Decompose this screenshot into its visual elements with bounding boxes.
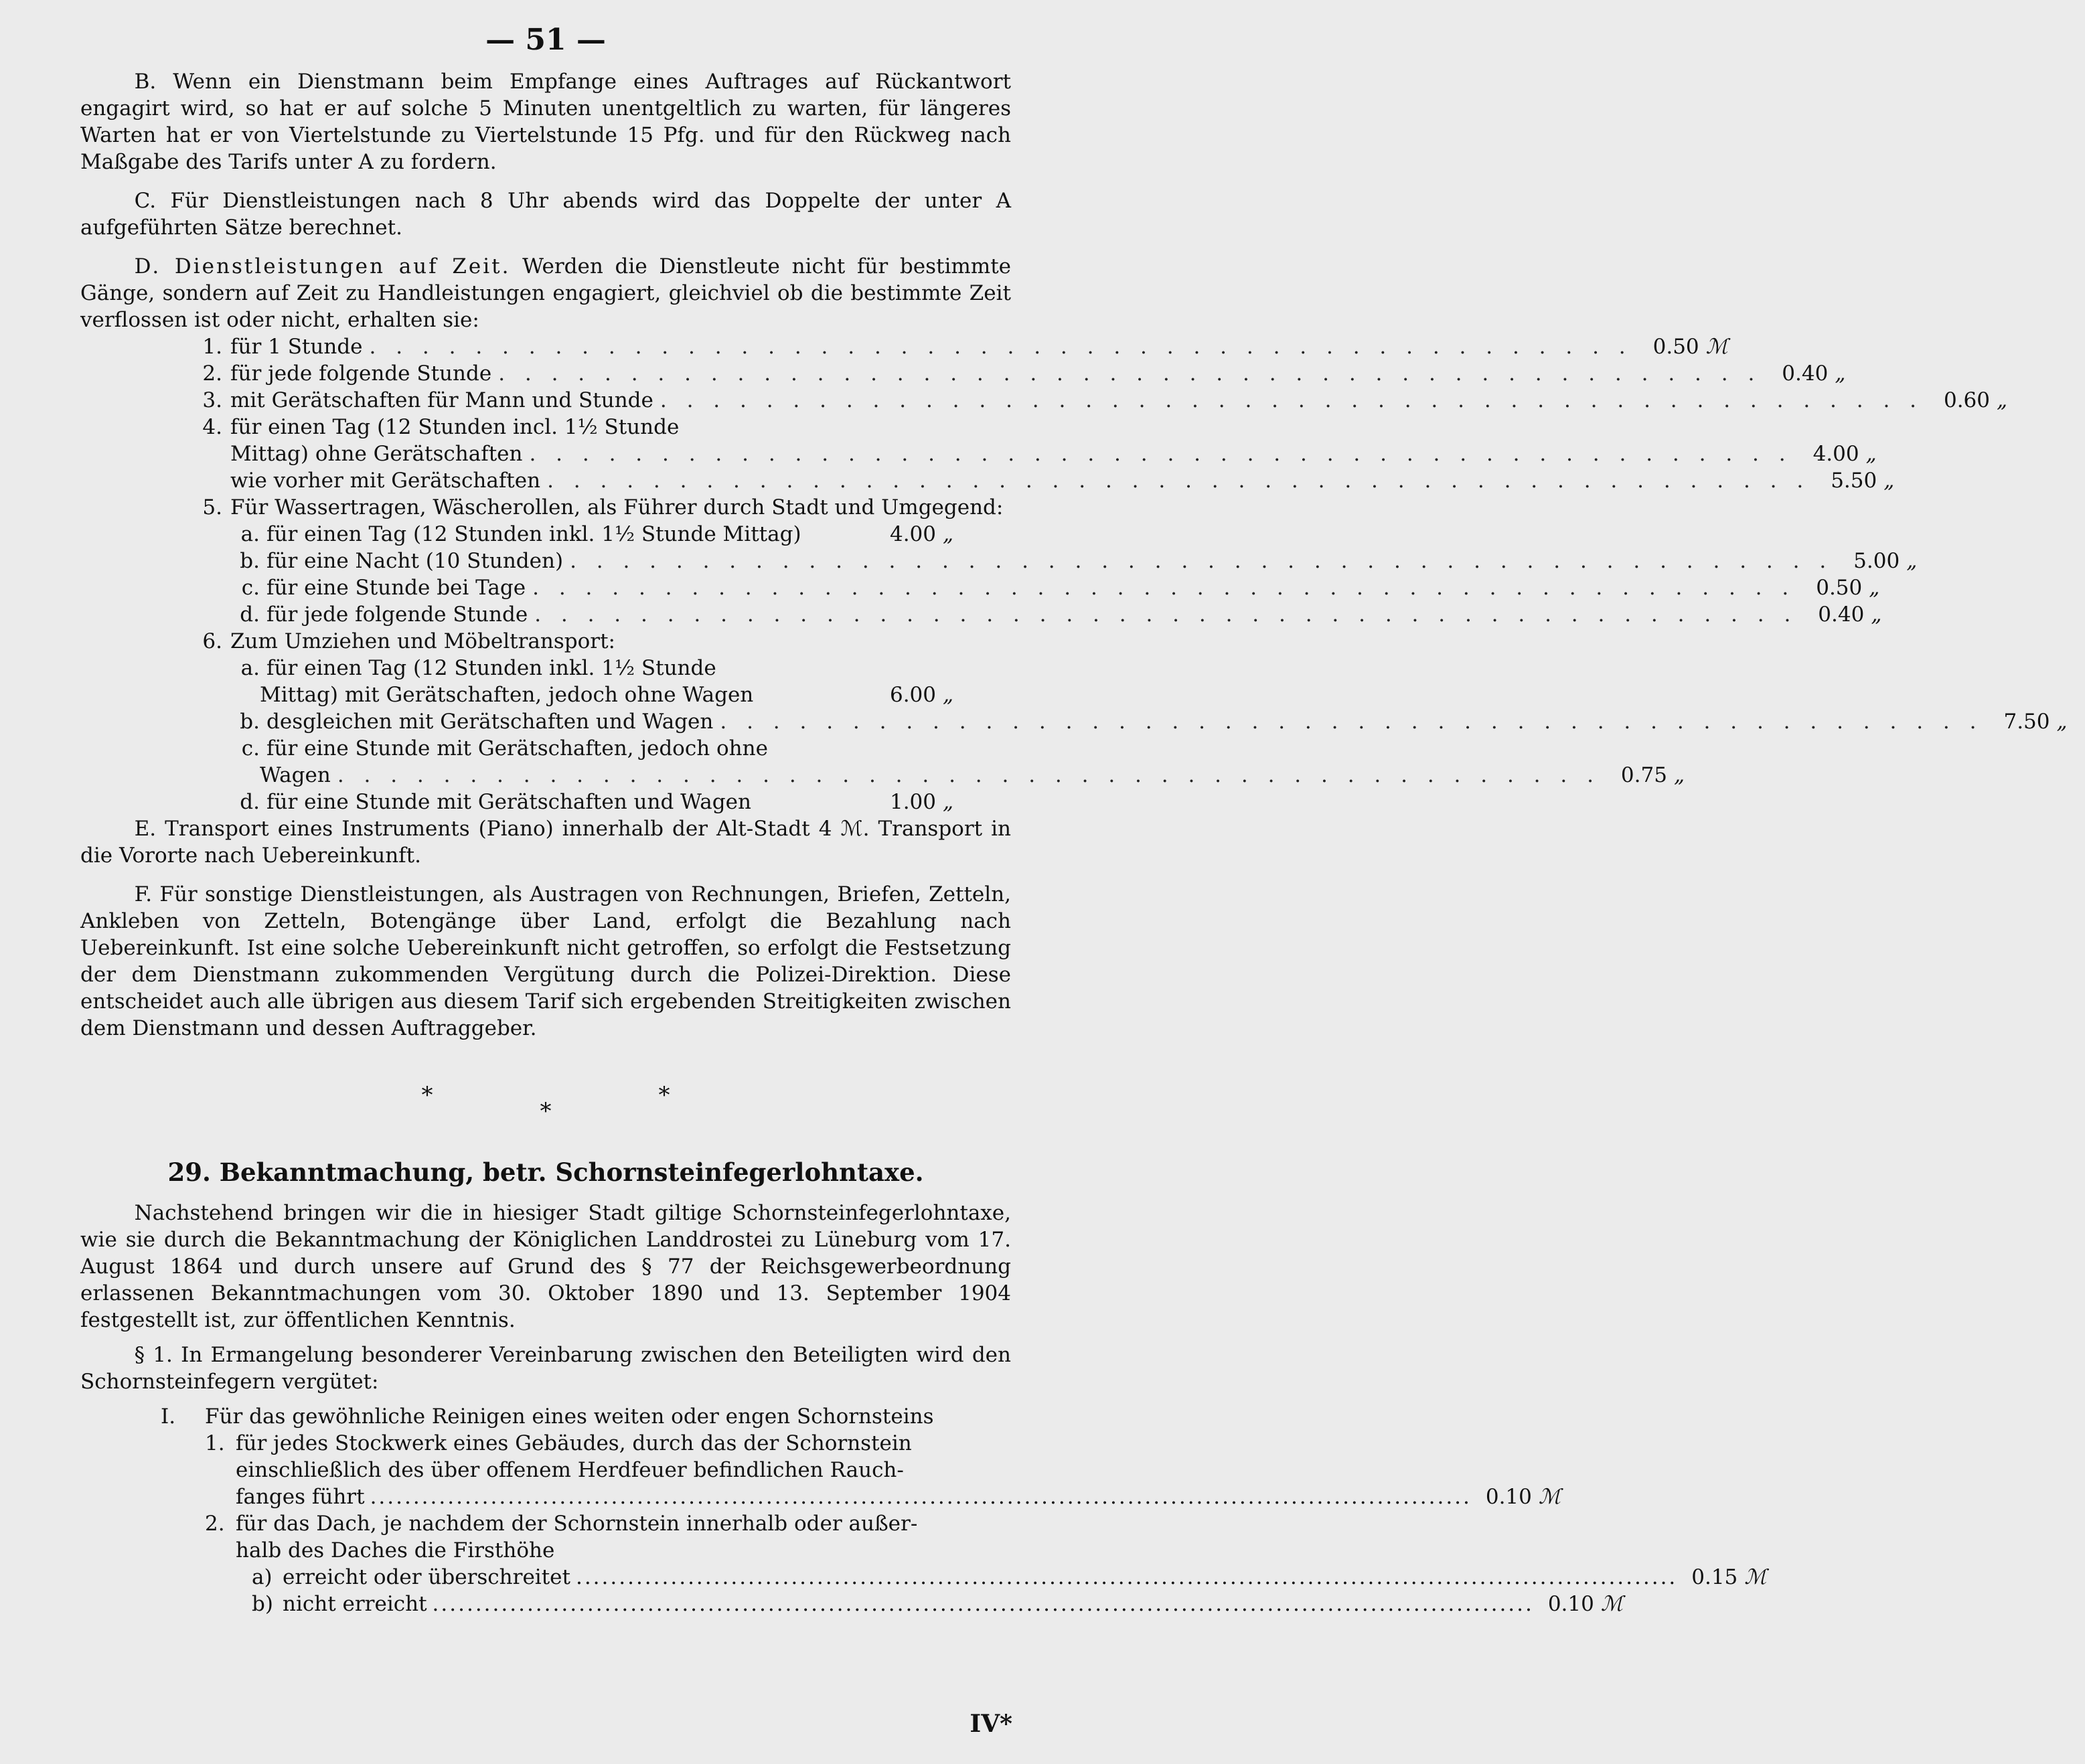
section-separator bbox=[80, 1082, 1011, 1125]
price: 0.60 bbox=[1943, 388, 1991, 412]
price: 4.00 bbox=[889, 522, 936, 546]
chimney-tariff-list bbox=[161, 1403, 1767, 1617]
tariff-group: 6. Zum Umziehen und Möbeltransport: bbox=[202, 629, 615, 653]
ditto-mark: „ bbox=[943, 522, 954, 546]
chimney-subitem: b) nicht erreicht ..... 0.10 ℳ bbox=[205, 1591, 1011, 1617]
tariff-subitem: d. für jede folgende Stunde . . . 0.40 „ bbox=[187, 601, 971, 628]
currency-mark: ℳ bbox=[1705, 335, 1728, 359]
tariff-subitem: b. für eine Nacht (10 Stunden) . . . 5.00 „ bbox=[187, 548, 971, 574]
price: 0.40 bbox=[1818, 603, 1865, 627]
tariff-group: 5. Für Wassertragen, Wäscherollen, als Führer durch Stadt und Umgegend: bbox=[202, 495, 1004, 519]
ditto-mark: „ bbox=[1835, 362, 1846, 386]
chimney-item-continuation: fanges führt ..... 0.10 ℳ bbox=[205, 1484, 1011, 1510]
ditto-mark: „ bbox=[1871, 603, 1882, 627]
roman-item: I. Für das gewöhnliche Reinigen eines weiten oder engen Schornsteins bbox=[161, 1405, 934, 1429]
section-title: 29. Bekanntmachung, betr. Schornsteinfegerlohntaxe. bbox=[167, 1157, 924, 1187]
ditto-mark: „ bbox=[943, 790, 954, 814]
paragraph-d bbox=[80, 253, 1011, 333]
price: 4.00 bbox=[1812, 442, 1859, 466]
tariff-subitem: c. für eine Stunde mit Gerätschaften, jedoch ohne bbox=[241, 736, 768, 760]
price: 0.10 bbox=[1485, 1485, 1532, 1509]
price: 0.10 bbox=[1547, 1592, 1594, 1616]
paragraph-section-1: § 1. In Ermangelung besonderer Vereinbarung zwischen den Beteiligten wird den Schornsteinfegern vergütet: bbox=[80, 1343, 1011, 1394]
price: 1.00 bbox=[889, 790, 936, 814]
price: 5.50 bbox=[1831, 469, 1877, 493]
chimney-item-continuation: halb des Daches die Firsthöhe bbox=[236, 1538, 555, 1562]
paragraph-d-text: Werden die Dienstleute nicht für bestimmte Gänge, sondern auf Zeit zu Handleistungen engagiert, gleichviel ob die bestimmte Zeit verflossen ist oder nicht, erhalten sie: bbox=[80, 254, 1011, 332]
chimney-item: 2. für das Dach, je nachdem der Schornstein innerhalb oder außer- bbox=[205, 1512, 918, 1536]
price: 6.00 bbox=[889, 683, 936, 707]
chimney-subitem: a) erreicht oder überschreitet ..... 0.15 ℳ bbox=[205, 1564, 1011, 1591]
ditto-mark: „ bbox=[943, 683, 954, 707]
tariff-item-continuation: wie vorher mit Gerätschaften . . . 5.50 „ bbox=[187, 467, 971, 494]
tariff-item: 2. für jede folgende Stunde . . . 0.40 „ bbox=[187, 360, 971, 387]
tariff-item: 3. mit Gerätschaften für Mann und Stunde . . . 0.60 „ bbox=[187, 387, 971, 414]
tariff-subitem: d. für eine Stunde mit Gerätschaften und Wagen 1.00 „ bbox=[187, 789, 971, 815]
separator-star: * bbox=[421, 1082, 433, 1109]
tariff-subitem: c. für eine Stunde bei Tage . . . 0.50 „ bbox=[187, 574, 971, 601]
ditto-mark: „ bbox=[1865, 442, 1877, 466]
paragraph-b: B. Wenn ein Dienstmann beim Empfange eines Auftrages auf Rückantwort engagirt wird, so hat er auf solche 5 Minuten unentgeltlich zu warten, für längeres Warten hat er von Viertelstunde zu Viertelstunde 15 Pfg. und für den Rückweg nach Maßgabe des Tarifs unter A zu fordern. bbox=[80, 70, 1011, 174]
ditto-mark: „ bbox=[1997, 388, 2008, 412]
ditto-mark: „ bbox=[1869, 576, 1880, 600]
tariff-item: 4. für einen Tag (12 Stunden incl. 1½ Stunde bbox=[202, 415, 680, 439]
signature-mark: IV* bbox=[970, 1710, 1012, 1738]
tariff-subitem-continuation: Wagen . . . 0.75 „ bbox=[187, 762, 971, 789]
price: 0.15 bbox=[1691, 1565, 1738, 1589]
paragraph-f: F. Für sonstige Dienstleistungen, als Austragen von Rechnungen, Briefen, Zetteln, Ankleben von Zetteln, Botengänge über Land, erfolgt die Bezahlung nach Uebereinkunft. Ist eine solche Uebereinkunft nicht getroffen, so erfolgt die Festsetzung der dem Dienstmann zukommenden Vergütung durch die Polizei-Direktion. Diese entscheidet auch alle übrigen aus diesem Tarif sich ergebenden Streitigkeiten zwischen dem Dienstmann und dessen Auftraggeber. bbox=[80, 882, 1011, 1040]
ditto-mark: „ bbox=[1673, 763, 1685, 787]
currency-mark: ℳ bbox=[1744, 1565, 1767, 1589]
price: 7.50 bbox=[2003, 710, 2050, 734]
price: 0.75 bbox=[1620, 763, 1667, 787]
tariff-subitem: a. für einen Tag (12 Stunden inkl. 1½ Stunde Mittag) 4.00 „ bbox=[187, 521, 971, 548]
chimney-item: 1. für jedes Stockwerk eines Gebäudes, durch das der Schornstein bbox=[205, 1431, 912, 1455]
section-intro: Nachstehend bringen wir die in hiesiger Stadt giltige Schornsteinfegerlohntaxe, wie sie durch die Bekanntmachung der Königlichen Landdrostei zu Lüneburg vom 17. August 1864 und durch unsere auf Grund des § 77 der Reichsgewerbeordnung erlassenen Bekanntmachungen vom 30. Oktober 1890 und 13. September 1904 festgestellt ist, zur öffentlichen Kenntnis. bbox=[80, 1201, 1011, 1332]
tariff-item: 1. für 1 Stunde . . . 0.50 ℳ bbox=[187, 333, 971, 360]
tariff-item-continuation: Mittag) ohne Gerätschaften . . . 4.00 „ bbox=[187, 440, 971, 467]
tariff-subitem-continuation: Mittag) mit Gerätschaften, jedoch ohne Wagen 6.00 „ bbox=[187, 681, 971, 708]
page-number: — 51 — bbox=[485, 23, 606, 57]
price: 5.00 bbox=[1853, 549, 1900, 573]
paragraph-d-heading: D. Dienstleistungen auf Zeit. bbox=[134, 254, 511, 278]
paragraph-e: E. Transport eines Instruments (Piano) innerhalb der Alt-Stadt 4 ℳ. Transport in die Vororte nach Uebereinkunft. bbox=[80, 817, 1011, 868]
ditto-mark: „ bbox=[1906, 549, 1918, 573]
currency-mark: ℳ bbox=[1600, 1592, 1624, 1616]
tariff-subitem: b. desgleichen mit Gerätschaften und Wagen . . . 7.50 „ bbox=[187, 708, 971, 735]
ditto-mark: „ bbox=[1883, 469, 1895, 493]
currency-mark: ℳ bbox=[1538, 1485, 1561, 1509]
tariff-list bbox=[187, 333, 2068, 815]
paragraph-c: C. Für Dienstleistungen nach 8 Uhr abends wird das Doppelte der unter A aufgeführten Sätze berechnet. bbox=[80, 189, 1011, 240]
price: 0.50 bbox=[1652, 335, 1699, 359]
tariff-subitem: a. für einen Tag (12 Stunden inkl. 1½ Stunde bbox=[240, 656, 716, 680]
price: 0.40 bbox=[1782, 362, 1829, 386]
separator-star: * bbox=[540, 1098, 552, 1125]
separator-star: * bbox=[658, 1082, 670, 1109]
chimney-item-continuation: einschließlich des über offenem Herdfeuer befindlichen Rauch- bbox=[236, 1458, 904, 1482]
price: 0.50 bbox=[1816, 576, 1863, 600]
ditto-mark: „ bbox=[2056, 710, 2068, 734]
